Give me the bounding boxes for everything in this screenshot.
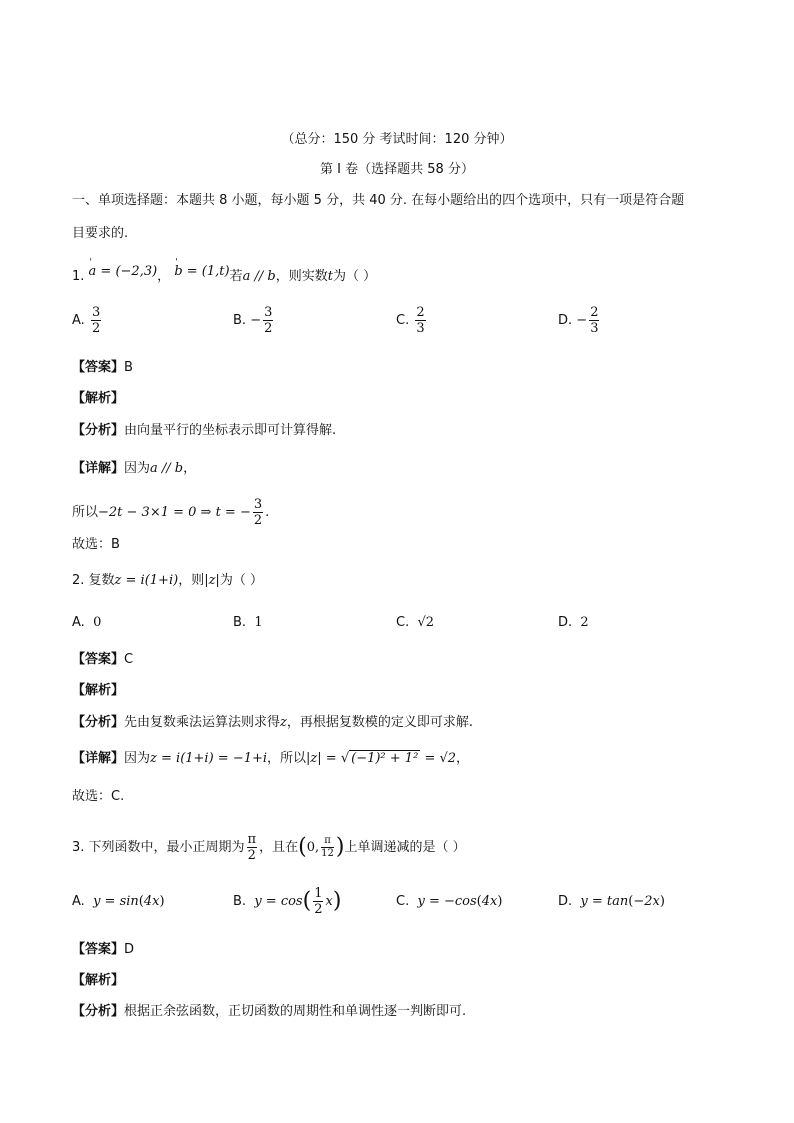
option-label: C. — [396, 894, 410, 909]
option-value: 2 — [580, 615, 589, 630]
q3-c: 上单调递减的是（ ） — [344, 840, 466, 855]
q2-stem — [72, 572, 263, 590]
suoyi: 所以 — [72, 505, 99, 520]
q3-option-b: B. y = cos( $\frac{1}{2}$ x) — [233, 886, 342, 917]
option-label: D. — [558, 615, 573, 630]
fenxi-text-a: 先由复数乘法运算法则求得 — [124, 715, 281, 730]
option-label: A. — [72, 615, 85, 630]
right-paren: ) — [335, 834, 345, 860]
section-intro-line1: 一、单项选择题：本题共 8 小题，每小题 5 分，共 40 分. 在每小题给出的四个选项中，只有一项是符合题 — [72, 193, 685, 208]
fraction: $\frac{1}{2}$ — [314, 886, 323, 917]
func-arg: 4x — [481, 894, 498, 909]
parallel-expr: a // b — [150, 461, 184, 476]
q3-analysis-tag: 【解析】 — [72, 973, 125, 988]
q2-guxuan: 故选：C. — [72, 789, 125, 804]
fenxi-text-b: ，再根据复数模的定义即可求解. — [286, 715, 474, 730]
q1-guxuan: 故选：B — [72, 537, 120, 552]
fenxi-text: 根据正余弦函数，正切函数的周期性和单调性逐一判断即可. — [124, 1004, 467, 1019]
option-value: 0 — [93, 615, 102, 630]
q1-option-c — [396, 305, 428, 336]
answer-value: B — [124, 360, 133, 375]
q1-vector-b: ' b = (1,t) — [174, 263, 229, 281]
func-pre: y = −cos — [417, 894, 477, 909]
option-label: B. — [233, 894, 247, 909]
q3-b: ，且在 — [259, 840, 299, 855]
left-paren: ( — [298, 834, 307, 860]
func-pre: y = cos — [254, 894, 303, 909]
fenxi-tag: 【分析】 — [72, 423, 125, 438]
minus-sign: − — [250, 313, 262, 328]
q1-comma: ， — [157, 269, 171, 284]
interval-fraction: $\frac{\pi}{12}$ — [321, 835, 334, 859]
interval-left: 0, — [306, 840, 320, 855]
option-value: √2 — [417, 615, 435, 630]
fraction: $\frac{3}{2}$ — [253, 497, 263, 528]
q1-parallel: a // b — [242, 269, 276, 284]
option-value: 1 — [254, 615, 263, 630]
minus-sign: − — [576, 313, 588, 328]
q2-analysis-tag: 【解析】 — [72, 683, 125, 698]
option-label: C. — [396, 615, 410, 630]
xiangjie-suffix: ， — [183, 461, 197, 476]
q1-xiangjie — [72, 460, 196, 478]
q1-cond: 若 — [229, 269, 243, 284]
q2-option-a — [72, 614, 101, 632]
xj-eq: z = i(1+i) = −1+i — [150, 751, 268, 766]
q1-stem — [72, 264, 377, 286]
xj-result: = √2 — [424, 751, 457, 766]
q1-option-a — [72, 305, 103, 336]
q3-option-d: D. y = tan(−2x) — [558, 894, 665, 909]
q2-tail: 为（ ） — [219, 573, 263, 588]
q2-abs: |z| — [204, 573, 220, 588]
q1-number: 1. — [72, 269, 85, 284]
option-label: B. — [233, 313, 247, 328]
func-pre: y = tan — [580, 894, 629, 909]
q1-option-b — [233, 305, 275, 336]
q3-option-a: A. y = sin(4x) — [72, 894, 165, 909]
answer-tag: 【答案】 — [72, 360, 125, 375]
fenxi-tag: 【分析】 — [72, 715, 125, 730]
fraction: $\frac{3}{2}$ — [91, 305, 101, 336]
xiangjie-prefix: 因为 — [124, 461, 151, 476]
volume-title: 第 I 卷（选择题共 58 分） — [320, 162, 474, 177]
q2-xiangjie — [72, 750, 469, 768]
q2-option-d — [558, 614, 589, 632]
answer-tag: 【答案】 — [72, 942, 125, 957]
option-label: A. — [72, 894, 85, 909]
fraction: $\frac{2}{3}$ — [590, 305, 599, 336]
func-arg: 4x — [143, 894, 160, 909]
sqrt-symbol: √ — [340, 751, 350, 766]
xj-b: ，所以 — [267, 751, 307, 766]
option-label: A. — [72, 313, 85, 328]
q2-expr: z = i(1+i) — [114, 573, 179, 588]
fenxi-tag: 【分析】 — [72, 1004, 125, 1019]
period-fraction: $\frac{\pi}{2}$ — [247, 832, 257, 863]
q1-tail: ，则实数 — [275, 269, 328, 284]
equation: −2t − 3×1 = 0 ⇒ t = − — [98, 505, 251, 520]
q1-option-d — [558, 305, 601, 336]
xj-a: 因为 — [124, 751, 151, 766]
q2-mid: ，则 — [178, 573, 205, 588]
func-arg: x — [325, 894, 333, 909]
q2-option-c — [396, 614, 434, 632]
xj-end: ， — [456, 751, 470, 766]
q3-fenxi — [72, 1003, 466, 1021]
sqrt-content: (−1)² + 1² — [351, 751, 419, 766]
q3-answer — [72, 941, 134, 959]
option-label: C. — [396, 313, 410, 328]
section-intro-line2: 目要求的. — [72, 226, 129, 241]
q1-answer — [72, 359, 133, 377]
q1-analysis-tag: 【解析】 — [72, 391, 125, 406]
q2-option-b — [233, 614, 263, 632]
option-label: B. — [233, 615, 247, 630]
option-label: D. — [558, 894, 573, 909]
xiangjie-tag: 【详解】 — [72, 751, 125, 766]
answer-tag: 【答案】 — [72, 652, 125, 667]
q2-prefix: 2. 复数 — [72, 573, 115, 588]
score-time-line: （总分：150 分 考试时间：120 分钟） — [281, 132, 513, 147]
q2-answer — [72, 651, 133, 669]
fraction: $\frac{3}{2}$ — [264, 305, 273, 336]
q1-var-t: t — [327, 269, 333, 284]
q1-solution-eq — [72, 497, 269, 528]
q1-fenxi — [72, 422, 336, 440]
q3-a: 3. 下列函数中，最小正周期为 — [72, 840, 245, 855]
answer-value: C — [124, 652, 134, 667]
xiangjie-tag: 【详解】 — [72, 461, 125, 476]
q3-option-c: C. y = −cos(4x) — [396, 894, 503, 909]
fenxi-text: 由向量平行的坐标表示即可计算得解. — [124, 423, 337, 438]
func-pre: y = sin — [93, 894, 139, 909]
q3-stem — [72, 832, 466, 863]
q1-tail2: 为（ ） — [332, 269, 377, 284]
q2-fenxi — [72, 714, 473, 732]
eq-end: . — [265, 505, 270, 520]
option-label: D. — [558, 313, 573, 328]
answer-value: D — [124, 942, 135, 957]
fenxi-z: z — [280, 715, 287, 730]
func-arg: −2x — [633, 894, 660, 909]
q1-vector-a: ' a = (−2,3) — [89, 263, 158, 281]
fraction: $\frac{2}{3}$ — [416, 305, 425, 336]
xj-mod: |z| = — [306, 751, 337, 766]
